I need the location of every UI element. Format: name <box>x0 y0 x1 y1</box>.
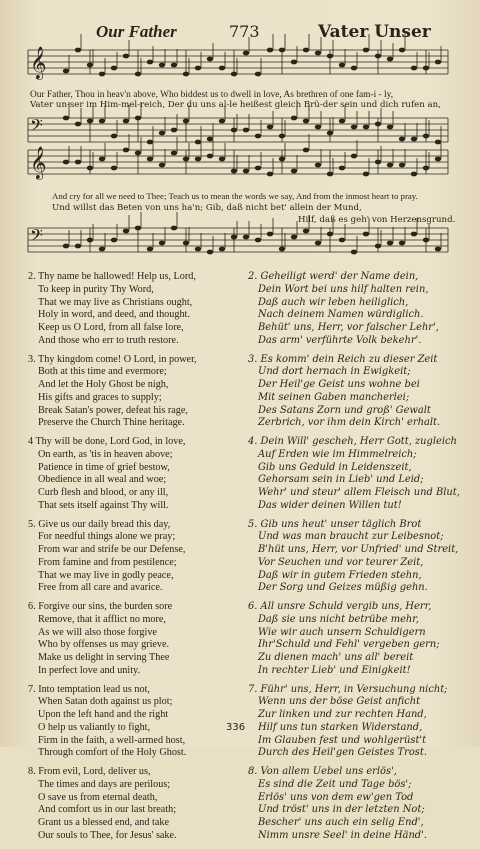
verse-line: From famine and from pestilence; <box>38 556 177 568</box>
lyric-line-2-german: Und willst das Beten von uns ha'n; Gib, daß nicht bet' allein der Mund, <box>52 203 362 213</box>
note-head <box>87 166 93 171</box>
verse-line: Gib uns Geduld in Leidenszeit, <box>258 461 412 473</box>
note-head <box>303 148 309 153</box>
note-head <box>411 66 417 71</box>
note-head <box>279 48 285 53</box>
note-head <box>267 125 273 130</box>
note-head <box>387 163 393 168</box>
note-head <box>411 232 417 237</box>
verse-line: Firm in the faith, a well-armed host, <box>38 734 186 746</box>
note-head <box>135 151 141 156</box>
note-head <box>375 122 381 127</box>
verse-line: Nach deinem Namen würdiglich. <box>258 309 424 321</box>
note-head <box>207 137 213 142</box>
note-head <box>243 169 249 174</box>
verse-line: 3. Thy kingdom come! O Lord, in power, <box>28 353 197 365</box>
note-head <box>363 172 369 177</box>
note-head <box>219 66 225 71</box>
verse-line: And comfort us in our last breath; <box>38 804 177 816</box>
verse-line: Make us delight in serving Thee <box>38 652 170 663</box>
note-head <box>303 119 309 124</box>
verse-8 <box>248 766 468 843</box>
verse-6 <box>28 601 238 678</box>
note-head <box>219 157 225 162</box>
note-head <box>339 63 345 68</box>
note-head <box>147 60 153 65</box>
note-head <box>243 235 249 240</box>
note-head <box>63 160 69 165</box>
verse-line: That we may live as Christians ought, <box>38 296 193 308</box>
verse-3 <box>28 354 238 431</box>
verse-line: Des Satans Zorn und groß' Gewalt <box>258 404 431 416</box>
note-head <box>279 247 285 252</box>
verse-line: Daß wir in gutem Frieden stehn, <box>258 569 422 581</box>
note-head <box>183 72 189 77</box>
verse-line: Und dort hernach in Ewigkeit; <box>258 366 411 378</box>
verse-8 <box>28 766 238 843</box>
verse-line: B'hüt uns, Herr, vor Unfried' und Streit, <box>258 544 459 555</box>
verse-line: Gehorsam sein in Lieb' und Leid; <box>258 474 424 486</box>
note-head <box>99 119 105 124</box>
verse-line: Daß sie uns nicht betrübe mehr, <box>258 613 420 625</box>
note-head <box>135 72 141 77</box>
note-head <box>147 157 153 162</box>
note-head <box>159 131 165 136</box>
verse-line: Behüt' uns, Herr, vor falscher Lehr', <box>258 322 439 333</box>
note-head <box>243 51 249 56</box>
verse-line: Preserve the Church Thine heritage. <box>38 417 185 429</box>
note-head <box>423 66 429 71</box>
hymn-title-english: Our Father <box>96 22 177 41</box>
verse-line: Through comfort of the Holy Ghost. <box>38 747 187 759</box>
note-head <box>231 169 237 174</box>
note-head <box>111 238 117 243</box>
verse-line: Zur linken und zur rechten Hand, <box>258 709 427 720</box>
note-head <box>255 72 261 77</box>
verse-6 <box>248 601 468 678</box>
note-head <box>135 226 141 231</box>
verse-line: On earth, as 'tis in heaven above; <box>38 448 173 460</box>
verse-line: Wenn uns der böse Geist anficht <box>258 696 421 708</box>
verse-line: Grant us a blessed end, and take <box>38 817 169 828</box>
note-head <box>375 160 381 165</box>
verse-line: Daß auch wir leben heiliglich, <box>258 296 409 308</box>
note-head <box>87 63 93 68</box>
note-head <box>75 244 81 249</box>
note-head <box>123 119 129 124</box>
verse-line: Wie wir auch unsern Schuldigern <box>258 626 426 638</box>
page-number: 336 <box>226 722 246 733</box>
note-head <box>159 63 165 68</box>
verse-line: From war and strife be our Defense, <box>38 544 186 555</box>
note-head <box>279 157 285 162</box>
verse-line: To keep in purity Thy Word, <box>38 283 154 295</box>
note-head <box>387 241 393 246</box>
note-head <box>411 137 417 142</box>
note-head <box>147 140 153 145</box>
note-head <box>183 241 189 246</box>
verse-line: Obedience in all weal and woe; <box>38 474 167 486</box>
note-head <box>435 157 441 162</box>
bass-clef-icon: 𝄢 <box>30 115 43 139</box>
verse-line: Both at this time and evermore; <box>38 366 167 378</box>
verse-line: Und was man braucht zur Leibesnot; <box>258 531 444 543</box>
note-head <box>375 244 381 249</box>
note-head <box>399 48 405 53</box>
verse-line: Curb flesh and blood, or any ill, <box>38 487 169 498</box>
note-head <box>291 169 297 174</box>
note-head <box>267 172 273 177</box>
note-head <box>159 163 165 168</box>
verse-line: As we will also those forgive <box>38 626 157 638</box>
verse-line: Der Heil'ge Geist uns wohne bei <box>258 379 420 390</box>
note-head <box>99 157 105 162</box>
verse-line: Keep us O Lord, from all false lore, <box>38 322 184 333</box>
note-head <box>183 157 189 162</box>
verse-line: 4. Dein Will' gescheh, Herr Gott, zugleich <box>248 436 457 447</box>
note-head <box>231 72 237 77</box>
note-head <box>87 119 93 124</box>
note-head <box>435 140 441 145</box>
note-head <box>111 66 117 71</box>
verse-line: Holy in word, and deed, and thought. <box>38 309 190 321</box>
note-head <box>327 131 333 136</box>
verse-line: Break Satan's power, defeat his rage, <box>38 404 188 416</box>
verse-2 <box>248 271 468 348</box>
note-head <box>195 140 201 145</box>
note-head <box>195 157 201 162</box>
note-head <box>315 241 321 246</box>
verse-7 <box>28 684 238 761</box>
note-head <box>99 247 105 252</box>
verse-line: 5. Gib uns heut' unser täglich Brot <box>248 518 422 530</box>
note-head <box>231 128 237 133</box>
verse-line: Der Sorg und Geizes müßig gehn. <box>258 582 428 594</box>
verse-7 <box>248 684 468 761</box>
note-head <box>339 238 345 243</box>
note-head <box>399 137 405 142</box>
note-head <box>435 60 441 65</box>
music-score <box>0 0 480 268</box>
verse-line: O save us from eternal death, <box>38 791 158 803</box>
note-head <box>99 72 105 77</box>
verse-line: Im Glauben fest und wohlgerüst't <box>258 734 427 746</box>
note-head <box>279 134 285 139</box>
note-head <box>75 48 81 53</box>
note-head <box>291 60 297 65</box>
note-head <box>351 66 357 71</box>
verse-line: 3. Es komm' dein Reich zu dieser Zeit <box>248 353 438 365</box>
note-head <box>219 247 225 252</box>
verse-line: Bescher' uns auch ein selig End', <box>258 817 424 828</box>
note-head <box>111 166 117 171</box>
hymn-number: 773 <box>229 22 260 41</box>
verse-line: 8. Von allem Uebel uns erlös', <box>248 766 397 777</box>
verse-line: Remove, that it afflict no more, <box>38 613 166 625</box>
verse-line: 2. Thy name be hallowed! Help us, Lord, <box>28 271 196 282</box>
verse-line: 4 Thy will be done, Lord God, in love, <box>28 436 186 447</box>
note-head <box>339 166 345 171</box>
note-head <box>207 250 213 255</box>
note-head <box>75 160 81 165</box>
note-head <box>327 232 333 237</box>
verse-line: Und tröst' uns in der letzten Not; <box>258 804 425 816</box>
lyric-line-2-english: And cry for all we need to Thee; Teach us to mean the words we say, And from the inmost heart to pray. <box>52 191 418 201</box>
verse-line: 7. Into temptation lead us not, <box>28 683 150 695</box>
note-head <box>303 48 309 53</box>
note-head <box>435 247 441 252</box>
verse-line: In rechter Lieb' und Einigkeit! <box>258 664 411 676</box>
verse-line: Das arm' verführte Volk bekehr'. <box>258 334 422 346</box>
note-head <box>207 57 213 62</box>
lyric-line-1-german: Vater un-ser im Him-mel-reich, Der du uns al-le heißest gleich Brü-der sein und dich rufen an, <box>30 100 441 110</box>
verse-line: Vor Seuchen und vor teurer Zeit, <box>258 556 424 568</box>
note-head <box>75 122 81 127</box>
note-head <box>135 116 141 121</box>
verse-line: Patience in time of grief bestow, <box>38 461 170 473</box>
note-head <box>183 119 189 124</box>
note-head <box>219 119 225 124</box>
note-head <box>171 151 177 156</box>
verse-line: Nimm unsre Seel' in deine Händ'. <box>258 829 427 841</box>
verses-english <box>28 271 238 849</box>
note-head <box>399 241 405 246</box>
note-head <box>315 51 321 56</box>
note-head <box>423 166 429 171</box>
note-head <box>195 66 201 71</box>
verse-line: Durch des Heil'gen Geistes Trost. <box>258 747 427 759</box>
bass-clef-icon: 𝄢 <box>30 225 43 249</box>
note-head <box>123 148 129 153</box>
note-head <box>315 125 321 130</box>
verse-line: Auf Erden wie im Himmelreich; <box>258 448 417 460</box>
note-head <box>255 166 261 171</box>
note-head <box>63 244 69 249</box>
verse-line: Das wider deinen Willen tut! <box>258 499 402 511</box>
note-head <box>123 54 129 59</box>
treble-clef-icon: 𝄞 <box>30 146 47 179</box>
note-head <box>423 134 429 139</box>
verse-line: Mit seinen Gaben mancherlei; <box>258 391 410 403</box>
note-head <box>363 125 369 130</box>
note-head <box>327 54 333 59</box>
verse-line: Dein Wort bei uns hilf halten rein, <box>258 283 429 295</box>
verse-line: 7. Führ' uns, Herr, in Versuchung nicht; <box>248 683 448 695</box>
verse-line: His gifts and graces to supply; <box>38 391 162 403</box>
verse-line: Upon the left hand and the right <box>38 709 169 720</box>
verse-line: 6. All unsre Schuld vergib uns, Herr, <box>248 601 432 612</box>
note-head <box>351 125 357 130</box>
note-head <box>291 235 297 240</box>
note-head <box>63 116 69 121</box>
verse-line: 5. Give us our daily bread this day, <box>28 518 171 530</box>
note-head <box>339 119 345 124</box>
note-head <box>423 238 429 243</box>
note-head <box>387 125 393 130</box>
note-head <box>123 229 129 234</box>
note-head <box>411 172 417 177</box>
verse-line: That we may live in godly peace, <box>38 569 174 581</box>
note-head <box>243 128 249 133</box>
verse-line: Wehr' und steur' allem Fleisch und Blut, <box>258 487 460 498</box>
note-head <box>255 238 261 243</box>
note-head <box>267 48 273 53</box>
note-head <box>315 163 321 168</box>
note-head <box>171 128 177 133</box>
verse-line: Who by offenses us may grieve. <box>38 639 170 651</box>
note-head <box>171 226 177 231</box>
verse-line: And those who err to truth restore. <box>38 334 179 346</box>
note-head <box>231 235 237 240</box>
note-head <box>303 229 309 234</box>
verse-line: When Satan doth against us plot; <box>38 696 173 708</box>
verse-line: The times and days are perilous; <box>38 778 171 790</box>
note-head <box>195 247 201 252</box>
verse-line: Ihr'Schuld und Fehl' vergeben gern; <box>258 639 440 651</box>
verse-line: Es sind die Zeit und Tage bös'; <box>258 778 412 790</box>
note-head <box>351 154 357 159</box>
verse-line: For needful things alone we pray; <box>38 531 176 543</box>
lyric-line-2-german-cont: Hilf, daß es geh' von Herzensgrund. <box>298 215 456 225</box>
note-head <box>387 57 393 62</box>
verse-line: 8. From evil, Lord, deliver us, <box>28 766 151 777</box>
verse-5 <box>248 519 468 596</box>
verse-2 <box>28 271 238 348</box>
verse-line: And let the Holy Ghost be nigh, <box>38 379 169 390</box>
note-head <box>351 250 357 255</box>
verse-line: Erlös' uns von dem ew'gen Tod <box>258 791 414 803</box>
note-head <box>159 241 165 246</box>
treble-clef-icon: 𝄞 <box>30 46 47 79</box>
verse-3 <box>248 354 468 431</box>
note-head <box>363 232 369 237</box>
note-head <box>267 232 273 237</box>
note-head <box>291 116 297 121</box>
verse-4 <box>248 436 468 513</box>
verse-line: 2. Geheiligt werd' der Name dein, <box>248 271 419 282</box>
verse-line: Zu dienen mach' uns all' bereit <box>258 652 414 663</box>
note-head <box>147 247 153 252</box>
note-head <box>399 163 405 168</box>
verse-line: Free from all care and avarice. <box>38 582 163 594</box>
verse-line: 6. Forgive our sins, the burden sore <box>28 601 173 612</box>
hymn-title-german: Vater Unser <box>318 22 431 42</box>
note-head <box>63 69 69 74</box>
lyric-line-1-english: Our Father, Thou in heav'n above, Who biddest us to dwell in love, As brethren of one fam-i - ly, <box>30 90 394 100</box>
verse-5 <box>28 519 238 596</box>
note-head <box>375 54 381 59</box>
note-head <box>171 63 177 68</box>
verse-line: That sets itself against Thy will. <box>38 499 169 511</box>
verse-4 <box>28 436 238 513</box>
note-head <box>327 172 333 177</box>
verses-german <box>248 271 468 849</box>
verse-line: In perfect love and unity. <box>38 664 141 676</box>
verse-line: Our souls to Thee, for Jesus' sake. <box>38 829 177 841</box>
note-head <box>363 48 369 53</box>
note-head <box>207 154 213 159</box>
note-head <box>111 134 117 139</box>
verse-line: Hilf uns tun starken Widerstand, <box>258 721 423 733</box>
verse-line: Zerbrich, vor ihm dein Kirch' erhalt. <box>258 417 441 429</box>
verse-line: O help us valiantly to fight, <box>38 721 151 733</box>
note-head <box>87 238 93 243</box>
note-head <box>255 134 261 139</box>
